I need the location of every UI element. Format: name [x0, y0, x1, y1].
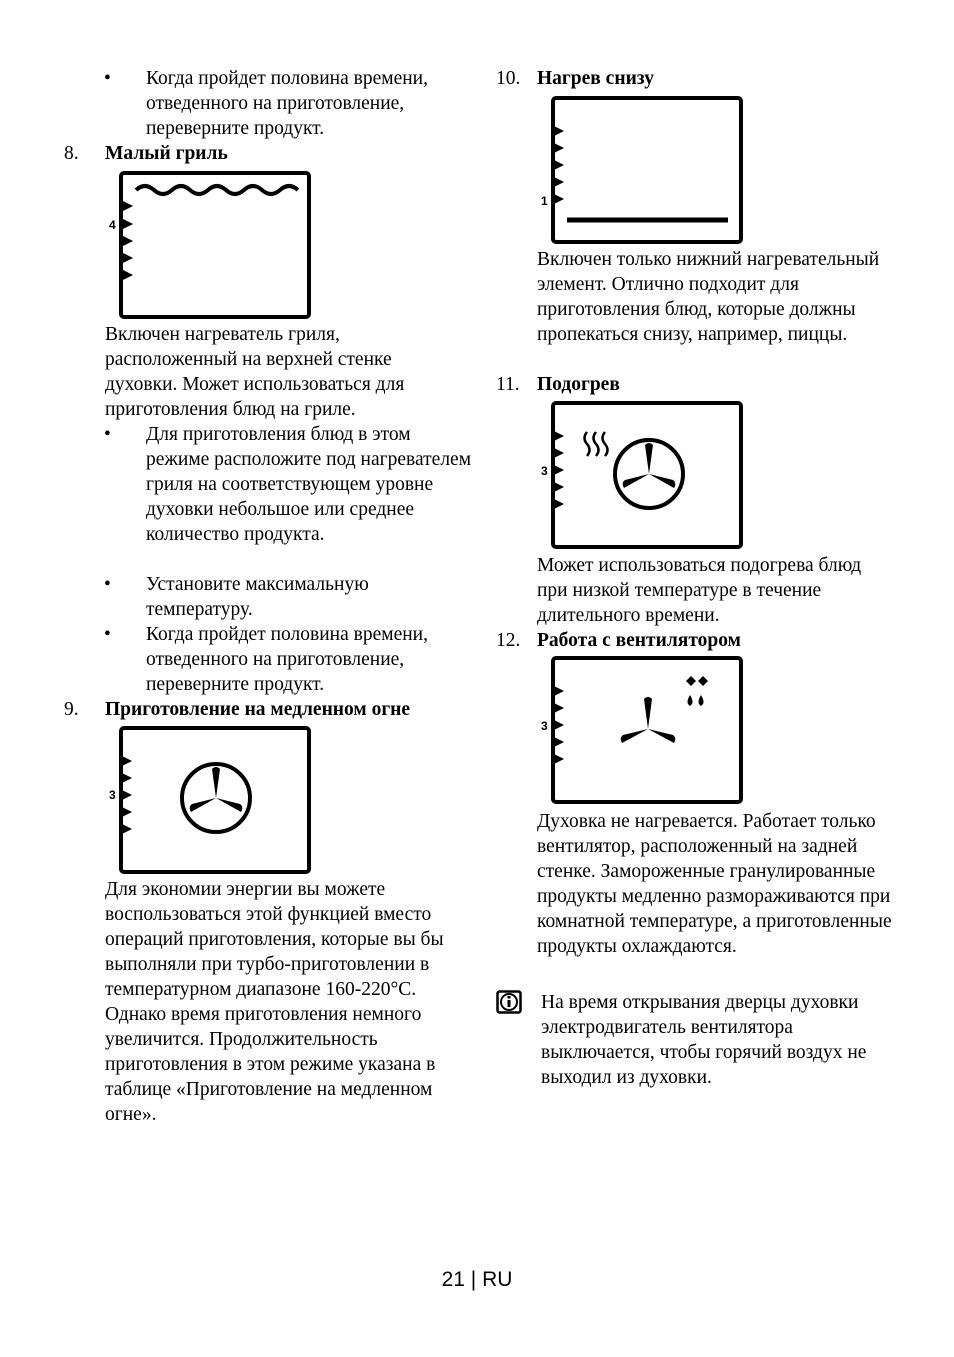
- info-icon: [496, 990, 522, 1014]
- bullet-mark: •: [104, 574, 111, 595]
- fan-ring-icon: [182, 764, 250, 832]
- section-8-bullet-1: Для приготовления блюд в этом режиме расположите под нагревателем гриля на соответствующем уровне духовки небольшое или среднее количество продукта.: [146, 424, 472, 545]
- rack-level-label: 1: [541, 194, 548, 208]
- warming-diagram: [540, 400, 746, 550]
- small-grill-diagram: [108, 170, 314, 320]
- grill-heater-icon: [136, 186, 298, 194]
- section-11-title: Подогрев: [537, 374, 620, 395]
- fan-ring-icon: [615, 440, 683, 508]
- section-9-description: Для экономии энергии вы можете воспользоваться этой функцией вместо операций приготовления, которые вы бы выполняли при турбо-приготовлении в температурном диапазоне 160-220°C. Однако время приготовления немного увеличится. Продолжительность приготовления в этом режиме указана в таблице «Приготовление на медленном огне».: [105, 879, 444, 1125]
- fan-icon: [621, 697, 676, 743]
- rack-level-markers: [554, 431, 564, 509]
- rack-level-markers: [122, 201, 132, 280]
- heat-waves-icon: [585, 432, 608, 456]
- defrost-drops-icon: [686, 676, 708, 706]
- page-footer: [0, 1268, 954, 1292]
- section-11-description: Может использоваться подогрева блюд при низкой температуре в течение длительного времени.: [537, 555, 862, 626]
- section-10-title: Нагрев снизу: [537, 68, 654, 89]
- section-10-description: Включен только нижний нагревательный элемент. Отлично подходит для приготовления блюд, которые должны пропекаться снизу, например, пиццы.: [537, 249, 880, 345]
- section-8-number: 8.: [64, 143, 79, 164]
- section-8-title: Малый гриль: [105, 143, 228, 164]
- section-8-bullet-3: Когда пройдет половина времени, отведенного на приготовление, переверните продукт.: [146, 624, 428, 695]
- section-8-description: Включен нагреватель гриля, расположенный на верхней стенке духовки. Может использоваться для приготовления блюд на гриле.: [105, 324, 405, 420]
- rack-level-label: 3: [541, 719, 548, 733]
- rack-level-label: 3: [109, 788, 116, 802]
- footer-separator: |: [470, 1268, 477, 1291]
- language-code: RU: [482, 1268, 513, 1291]
- section-11-number: 11.: [496, 374, 520, 395]
- info-note-text: На время открывания дверцы духовки электродвигатель вентилятора выключается, чтобы горячий воздух не выходил из духовки.: [541, 992, 867, 1088]
- rack-level-label: 4: [109, 218, 116, 232]
- section-8-bullet-2: Установите максимальную температуру.: [146, 574, 369, 620]
- fan-only-diagram: [540, 655, 746, 805]
- bottom-heat-diagram: [540, 95, 746, 245]
- rack-level-markers: [122, 756, 132, 834]
- top-bullet-text: Когда пройдет половина времени, отведенного на приготовление, переверните продукт.: [146, 68, 428, 139]
- bullet-mark: •: [104, 424, 111, 445]
- rack-level-label: 3: [541, 464, 548, 478]
- rack-level-markers: [554, 686, 564, 764]
- bullet-mark: •: [104, 68, 111, 89]
- section-12-number: 12.: [496, 630, 521, 651]
- section-9-title: Приготовление на медленном огне: [105, 699, 411, 720]
- section-12-description: Духовка не нагревается. Работает только вентилятор, расположенный на задней стенке. Замороженные гранулированные продукты медленно размораживаются при комнатной температуре, а приготовленные продукты охлаждаются.: [537, 811, 892, 957]
- slow-cooking-diagram: [108, 725, 314, 875]
- section-12-title: Работа с вентилятором: [537, 630, 741, 651]
- bullet-mark: •: [104, 624, 111, 645]
- section-9-number: 9.: [64, 699, 79, 720]
- page-number: 21: [441, 1268, 465, 1291]
- section-10-number: 10.: [496, 68, 521, 89]
- rack-level-markers: [554, 126, 564, 204]
